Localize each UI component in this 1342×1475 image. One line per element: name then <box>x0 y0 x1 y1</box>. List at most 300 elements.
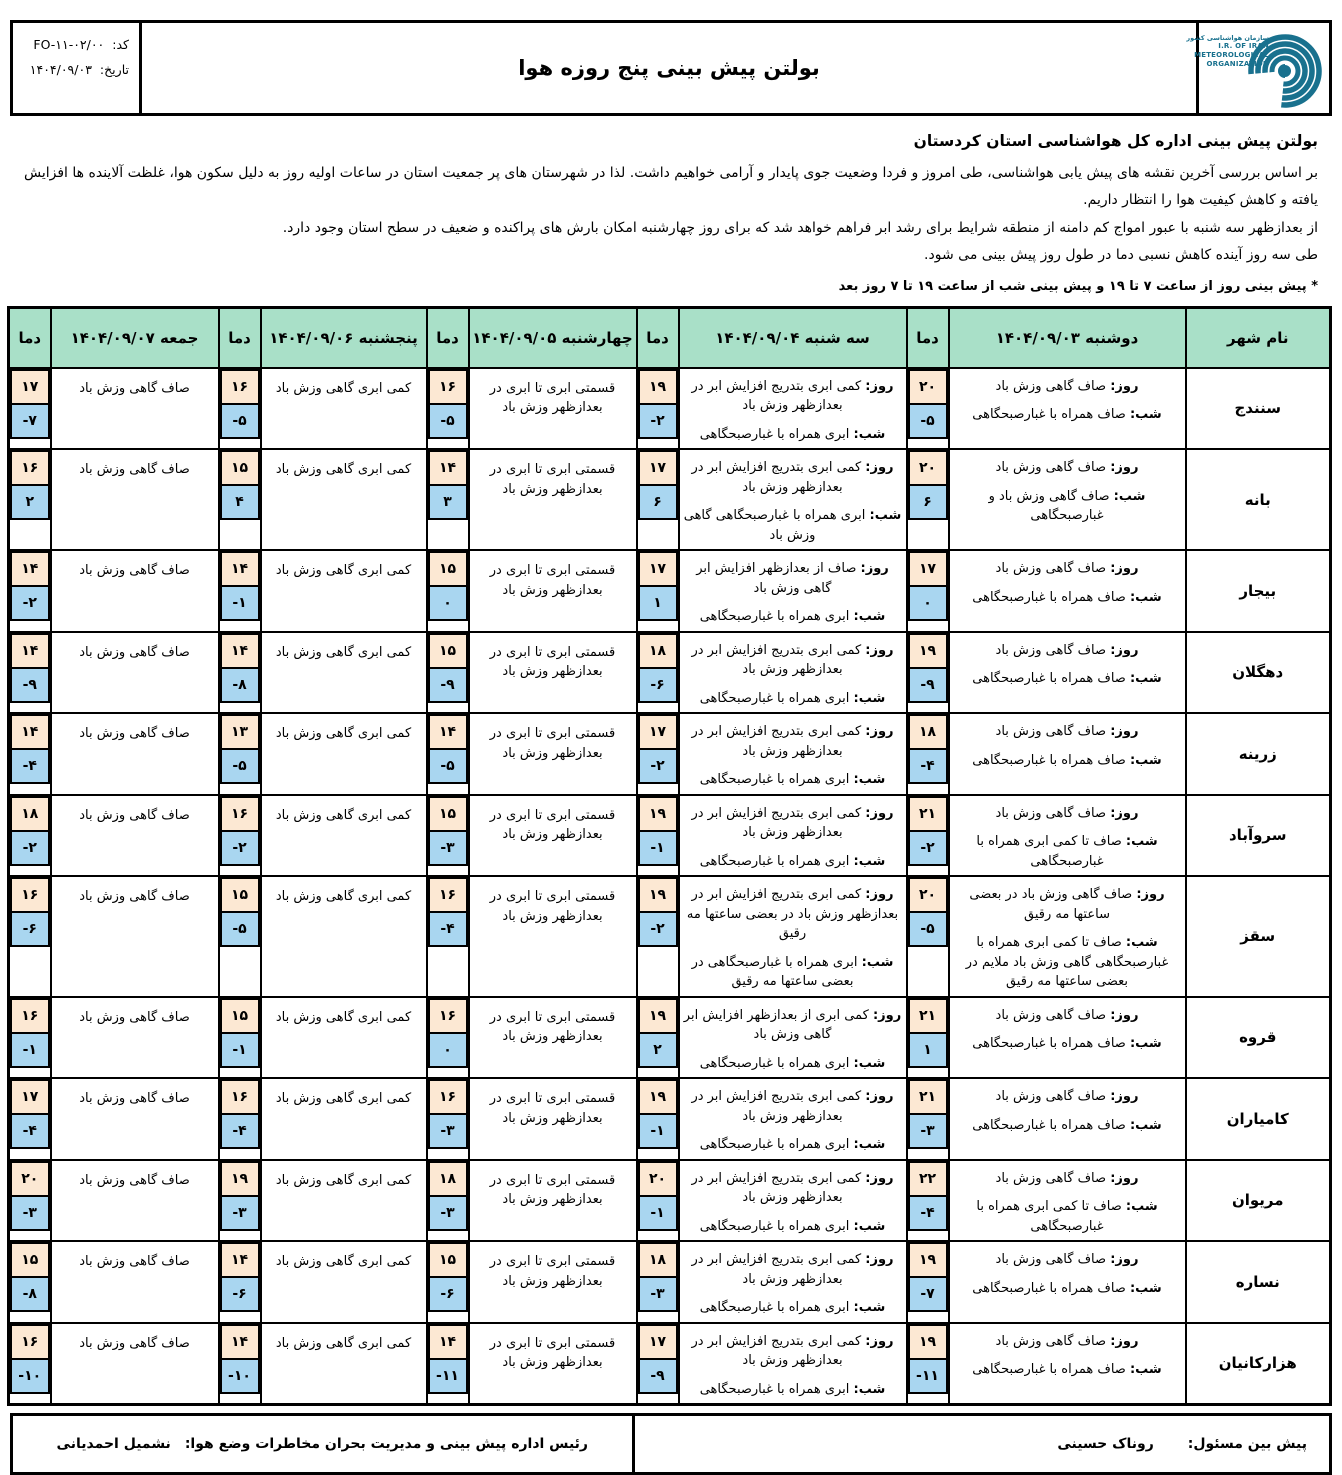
max-temp-value <box>10 1161 50 1197</box>
table-row <box>9 1160 1331 1242</box>
day-forecast-text: صاف گاهی وزش باد <box>995 1252 1107 1268</box>
forecast-cell-day-5 <box>51 550 219 632</box>
max-temp-value <box>220 1161 260 1197</box>
column-header-day-2 <box>679 308 907 368</box>
min-temp-value <box>638 1276 678 1312</box>
min-temp-value <box>220 667 260 703</box>
max-temp-number: ۱۷ <box>21 378 39 395</box>
temp-cell-day-2 <box>637 550 679 632</box>
temp-cell-day-1 <box>907 1160 949 1242</box>
max-temp-value <box>428 633 468 669</box>
forecast-text: قسمتی ابری تا ابری در بعدازظهر وزش باد <box>489 563 616 598</box>
night-forecast <box>684 953 902 992</box>
max-temp-value <box>638 1161 678 1197</box>
day-forecast-text: کمی ابری بتدریج افزایش ابر در بعدازظهر وزش باد <box>691 1170 862 1206</box>
forecast-cell-day-4 <box>261 876 427 997</box>
max-temp-value <box>908 998 948 1034</box>
day-forecast-text: صاف گاهی وزش باد <box>995 724 1107 740</box>
forecast-cell-day-1 <box>949 1078 1186 1160</box>
min-temp-value <box>10 1276 50 1312</box>
max-temp-number: ۱۴ <box>21 724 39 741</box>
temp-cell-day-3 <box>427 632 469 714</box>
night-forecast-text: ابری همراه با غبارصبحگاهی <box>699 1381 850 1397</box>
column-header-temp-5: دما <box>9 308 51 368</box>
day-label: روز: <box>1110 805 1139 821</box>
day-forecast-text: صاف گاهی وزش باد <box>995 1007 1107 1023</box>
day-forecast <box>684 377 902 416</box>
max-temp-value <box>908 877 948 913</box>
min-temp-number: -۱۰ <box>18 1367 42 1384</box>
forecast-cell-day-3 <box>469 1160 637 1242</box>
day-label: روز: <box>1110 642 1139 658</box>
city-cell: سنندج <box>1186 368 1331 450</box>
max-temp-number: ۲۰ <box>918 378 937 395</box>
max-temp-value <box>428 1242 468 1278</box>
forecast-text: کمی ابری گاهی وزش باد <box>275 807 412 823</box>
max-temp-number: ۲۰ <box>648 1170 667 1187</box>
max-temp-value <box>220 796 260 832</box>
temp-cell-day-4 <box>219 368 261 450</box>
day-label: روز: <box>1110 378 1139 394</box>
max-temp-value <box>908 369 948 405</box>
min-temp-number: -۲ <box>650 412 665 429</box>
max-temp-value <box>908 551 948 587</box>
temp-cell-day-2 <box>637 449 679 550</box>
code-value: FO-۱۱-۰۲/۰۰ <box>33 37 105 52</box>
date-line <box>23 60 129 79</box>
day-forecast-text: صاف گاهی وزش باد <box>995 561 1107 577</box>
table-row <box>9 1078 1331 1160</box>
min-temp-number: -۳ <box>232 1204 247 1221</box>
max-temp-number: ۲۰ <box>918 460 937 477</box>
max-temp-value <box>638 1324 678 1360</box>
min-temp-number: -۶ <box>232 1286 247 1303</box>
min-temp-number: -۴ <box>22 1123 37 1140</box>
min-temp-number: -۱ <box>650 1204 665 1221</box>
forecast-text: قسمتی ابری تا ابری در بعدازظهر وزش باد <box>489 462 616 497</box>
night-forecast-text: ابری همراه با غبارصبحگاهی <box>699 772 850 788</box>
weekday-name: چهارشنبه <box>561 328 633 347</box>
forecast-cell-day-4 <box>261 713 427 795</box>
night-forecast <box>684 770 902 790</box>
night-label: شب: <box>1129 752 1162 768</box>
day-forecast-text: کمی ابری بتدریج افزایش ابر در بعدازظهر وزش باد <box>691 1252 862 1287</box>
chief-label: رئیس اداره پیش بینی و مدیریت بحران مخاطرات وضع هوا: <box>184 1436 588 1453</box>
forecast-hours-footnote: * پیش بینی روز از ساعت ۷ تا ۱۹ و پیش بینی شب از ساعت ۱۹ تا ۷ روز بعد <box>838 279 1318 295</box>
night-forecast <box>954 1116 1181 1136</box>
forecast-cell-day-2 <box>679 876 907 997</box>
night-forecast-text: صاف همراه با غبارصبحگاهی <box>972 407 1126 423</box>
temp-cell-day-5 <box>9 449 51 550</box>
max-temp-value <box>428 1079 468 1115</box>
temp-cell-day-1 <box>907 368 949 450</box>
max-temp-number: ۱۶ <box>230 378 249 395</box>
min-temp-value <box>220 911 260 947</box>
max-temp-number: ۱۶ <box>438 1007 457 1024</box>
night-label: شب: <box>1125 834 1158 850</box>
temp-cell-day-2 <box>637 876 679 997</box>
signature-row <box>10 1413 1332 1475</box>
forecast-table <box>7 306 1332 1406</box>
min-temp-number: -۴ <box>920 1204 935 1221</box>
min-temp-number: -۱ <box>650 839 665 856</box>
city-cell: بانه <box>1186 449 1331 550</box>
min-temp-value <box>10 1113 50 1149</box>
max-temp-number: ۱۵ <box>230 1007 249 1024</box>
forecast-cell-day-3 <box>469 997 637 1079</box>
night-label: شب: <box>1129 1036 1162 1052</box>
forecast-text: قسمتی ابری تا ابری در بعدازظهر وزش باد <box>489 1335 616 1371</box>
day-forecast-text: کمی ابری بتدریج افزایش ابر در بعدازظهر وزش باد <box>691 378 862 414</box>
forecast-text: قسمتی ابری تا ابری در بعدازظهر وزش باد <box>489 1254 616 1289</box>
temp-cell-day-4 <box>219 550 261 632</box>
forecast-cell-day-4 <box>261 632 427 714</box>
min-temp-number: ۰ <box>923 595 932 612</box>
temp-cell-day-3 <box>427 1160 469 1242</box>
forecast-cell-day-3 <box>469 795 637 877</box>
forecast-text: کمی ابری گاهی وزش باد <box>275 726 412 742</box>
meteorological-organization-logo-icon <box>1241 29 1323 113</box>
night-label: شب: <box>853 1055 886 1071</box>
night-forecast-text: صاف همراه با غبارصبحگاهی <box>972 1036 1126 1052</box>
forecast-text: قسمتی ابری تا ابری در بعدازظهر وزش باد <box>489 889 616 924</box>
day-forecast <box>954 377 1181 397</box>
min-temp-value <box>908 911 948 947</box>
logo-org-name-en2: METEOROLOGICAL <box>1194 50 1269 59</box>
max-temp-number: ۱۷ <box>918 561 937 578</box>
day-forecast-text: صاف گاهی وزش باد <box>995 642 1107 658</box>
intro-section <box>24 132 1318 294</box>
day-forecast-text: صاف گاهی وزش باد <box>995 378 1107 394</box>
min-temp-value <box>638 667 678 703</box>
min-temp-value <box>428 1358 468 1394</box>
temp-cell-day-1 <box>907 795 949 877</box>
min-temp-value <box>220 1195 260 1231</box>
chief-cell <box>13 1416 632 1472</box>
city-cell: دهگلان <box>1186 632 1331 714</box>
forecast-cell-day-5 <box>51 795 219 877</box>
day-forecast <box>684 1087 902 1126</box>
min-temp-value <box>908 1032 948 1068</box>
min-temp-number: ۳ <box>443 494 452 511</box>
day-label: روز: <box>1110 561 1139 577</box>
max-temp-number: ۱۴ <box>230 1333 249 1350</box>
max-temp-value <box>638 877 678 913</box>
temp-cell-day-4 <box>219 1241 261 1323</box>
day-forecast <box>954 1006 1181 1026</box>
min-temp-value <box>428 1276 468 1312</box>
weekday-name: دوشنبه <box>1085 328 1139 347</box>
min-temp-value <box>220 1113 260 1149</box>
temp-cell-day-1 <box>907 632 949 714</box>
forecast-cell-day-4 <box>261 1160 427 1242</box>
forecast-cell-day-1 <box>949 368 1186 450</box>
night-forecast <box>954 669 1181 689</box>
logo-org-name-fa: سازمان هواشناسی کشور <box>1186 34 1269 42</box>
night-label: شب: <box>853 853 886 869</box>
temp-cell-day-2 <box>637 795 679 877</box>
max-temp-number: ۱۵ <box>438 805 457 822</box>
forecast-cell-day-1 <box>949 1160 1186 1242</box>
table-row <box>9 632 1331 714</box>
max-temp-number: ۱۸ <box>648 1252 667 1269</box>
min-temp-number: ۰ <box>443 1041 452 1058</box>
min-temp-value <box>428 1113 468 1149</box>
min-temp-number: ۱ <box>923 1041 932 1058</box>
day-forecast-text: صاف گاهی وزش باد <box>995 1333 1107 1349</box>
min-temp-value <box>908 1195 948 1231</box>
intro-paragraph-2: از بعدازظهر سه شنبه با عبور امواج کم دامنه از منطقه شرایط برای رشد ابر فراهم خواهد شد که برای روز چهارشنبه امکان بارش های پراکنده و ضعیف در سطح استان وجود دارد. <box>282 219 1318 236</box>
weekday-date: ۱۴۰۴/۰۹/۰۵ <box>472 328 557 347</box>
max-temp-number: ۲۲ <box>918 1170 937 1187</box>
max-temp-number: ۱۶ <box>21 887 39 904</box>
max-temp-number: ۱۵ <box>230 460 249 477</box>
weekday-name: سه شنبه <box>804 328 870 347</box>
city-cell: بیجار <box>1186 550 1331 632</box>
city-cell: نساره <box>1186 1241 1331 1323</box>
day-label: روز: <box>1110 1170 1139 1186</box>
temp-cell-day-5 <box>9 1241 51 1323</box>
max-temp-value <box>428 998 468 1034</box>
forecast-cell-day-2 <box>679 997 907 1079</box>
max-temp-value <box>908 450 948 486</box>
night-label: شب: <box>853 690 886 706</box>
min-temp-value <box>220 748 260 784</box>
forecast-text: کمی ابری گاهی وزش باد <box>275 380 412 396</box>
forecast-cell-day-5 <box>51 449 219 550</box>
day-forecast <box>684 559 902 598</box>
night-forecast-text: ابری همراه با غبارصبحگاهی <box>699 853 850 869</box>
forecast-cell-day-4 <box>261 550 427 632</box>
night-label: شب: <box>1113 488 1146 504</box>
max-temp-number: ۱۴ <box>230 642 249 659</box>
day-forecast-text: صاف از بعدازظهر افزایش ابر گاهی وزش باد <box>696 561 857 596</box>
min-temp-value <box>428 748 468 784</box>
min-temp-value <box>220 830 260 866</box>
temp-cell-day-4 <box>219 713 261 795</box>
forecast-text: قسمتی ابری تا ابری در بعدازظهر وزش باد <box>489 807 616 843</box>
min-temp-number: ۰ <box>443 595 452 612</box>
night-forecast <box>954 588 1181 608</box>
min-temp-value <box>428 585 468 621</box>
day-label: روز: <box>1110 460 1139 476</box>
column-header-city: نام شهر <box>1186 308 1331 368</box>
forecast-cell-day-3 <box>469 449 637 550</box>
column-header-day-1 <box>949 308 1186 368</box>
forecast-cell-day-3 <box>469 550 637 632</box>
night-forecast <box>684 1298 902 1318</box>
temp-cell-day-4 <box>219 1078 261 1160</box>
city-cell: کامیاران <box>1186 1078 1331 1160</box>
min-temp-value <box>10 911 50 947</box>
min-temp-number: -۳ <box>920 1123 935 1140</box>
city-cell: قروه <box>1186 997 1331 1079</box>
forecast-cell-day-2 <box>679 1241 907 1323</box>
night-forecast <box>684 1380 902 1400</box>
day-label: روز: <box>865 1170 894 1186</box>
min-temp-number: -۱ <box>232 1041 247 1058</box>
forecast-text: صاف گاهی وزش باد <box>79 1172 190 1188</box>
max-temp-number: ۲۰ <box>918 887 937 904</box>
intro-paragraph-1: بر اساس بررسی آخرین نقشه های پیش یابی هواشناسی، طی امروز و فردا وضعیت جوی پایدار و آرامی خواهیم داشت. لذا در شهرستان های پر جمعیت استان در ساعات اولیه روز به دلیل سکون هوا، غلظت آلاینده ها افزایش یافته و کاهش کیفیت هوا را انتظار داریم. <box>24 165 1318 209</box>
table-row <box>9 876 1331 997</box>
day-label: روز: <box>865 1252 894 1268</box>
max-temp-value <box>908 1079 948 1115</box>
day-forecast <box>684 1250 902 1289</box>
temp-cell-day-3 <box>427 550 469 632</box>
max-temp-number: ۱۴ <box>21 561 39 578</box>
max-temp-value <box>908 1324 948 1360</box>
night-forecast <box>954 1360 1181 1380</box>
temp-cell-day-3 <box>427 997 469 1079</box>
forecast-text: قسمتی ابری تا ابری در بعدازظهر وزش باد <box>489 1172 616 1208</box>
night-forecast-text: ابری همراه با غبارصبحگاهی <box>699 609 850 625</box>
max-temp-value <box>428 1324 468 1360</box>
day-forecast <box>684 1332 902 1371</box>
night-label: شب: <box>1129 1117 1162 1133</box>
forecast-cell-day-1 <box>949 632 1186 714</box>
day-label: روز: <box>865 887 894 903</box>
temp-cell-day-1 <box>907 449 949 550</box>
max-temp-number: ۲۱ <box>918 1089 937 1106</box>
day-label: روز: <box>1110 1252 1139 1268</box>
day-forecast <box>954 458 1181 478</box>
forecast-cell-day-3 <box>469 1241 637 1323</box>
min-temp-number: -۸ <box>232 676 247 693</box>
max-temp-value <box>638 450 678 486</box>
logo-box <box>1186 20 1332 116</box>
city-cell: زرینه <box>1186 713 1331 795</box>
temp-cell-day-4 <box>219 449 261 550</box>
max-temp-number: ۲۰ <box>21 1170 39 1187</box>
max-temp-number: ۱۴ <box>21 642 39 659</box>
min-temp-number: -۱۰ <box>228 1367 251 1384</box>
date-value: ۱۴۰۴/۰۹/۰۳ <box>29 62 92 78</box>
night-label: شب: <box>869 508 902 524</box>
max-temp-number: ۱۶ <box>438 887 457 904</box>
min-temp-number: -۳ <box>440 1123 455 1140</box>
max-temp-number: ۱۷ <box>648 561 667 578</box>
temp-cell-day-3 <box>427 713 469 795</box>
table-row <box>9 1241 1331 1323</box>
forecast-cell-day-2 <box>679 1323 907 1405</box>
min-temp-value <box>10 403 50 439</box>
temp-cell-day-3 <box>427 1078 469 1160</box>
forecast-cell-day-5 <box>51 997 219 1079</box>
weekday-date: ۱۴۰۴/۰۹/۰۷ <box>70 328 155 347</box>
min-temp-value <box>428 1195 468 1231</box>
min-temp-value <box>428 911 468 947</box>
day-forecast <box>684 804 902 843</box>
intro-paragraph-3: طی سه روز آینده کاهش نسبی دما در طول روز پیش بینی می شود. <box>924 246 1318 263</box>
code-label: کد: <box>112 37 129 52</box>
night-label: شب: <box>853 1218 886 1234</box>
forecast-cell-day-4 <box>261 368 427 450</box>
max-temp-value <box>638 1079 678 1115</box>
max-temp-number: ۱۴ <box>438 460 457 477</box>
forecast-cell-day-4 <box>261 1078 427 1160</box>
column-header-temp-2: دما <box>637 308 679 368</box>
day-forecast <box>684 1006 902 1045</box>
max-temp-number: ۱۶ <box>438 1089 457 1106</box>
night-forecast-text: صاف همراه با غبارصبحگاهی <box>972 1117 1126 1133</box>
min-temp-value <box>10 667 50 703</box>
max-temp-value <box>428 1161 468 1197</box>
forecast-cell-day-2 <box>679 795 907 877</box>
min-temp-number: -۲ <box>232 839 247 856</box>
day-forecast <box>954 641 1181 661</box>
code-box <box>10 20 142 116</box>
max-temp-value <box>428 877 468 913</box>
forecast-cell-day-2 <box>679 1078 907 1160</box>
forecast-text: کمی ابری گاهی وزش باد <box>275 644 412 660</box>
day-label: روز: <box>865 378 894 394</box>
day-forecast <box>684 885 902 944</box>
forecast-text: کمی ابری گاهی وزش باد <box>275 563 412 579</box>
min-temp-number: -۶ <box>650 676 665 693</box>
day-forecast-text: کمی ابری بتدریج افزایش ابر در بعدازظهر وزش باد در بعضی ساعتها مه رقیق <box>686 887 899 942</box>
weekday-date: ۱۴۰۴/۰۹/۰۶ <box>269 328 354 347</box>
day-label: روز: <box>1110 1089 1139 1105</box>
day-forecast-text: صاف گاهی وزش باد <box>995 1170 1107 1186</box>
min-temp-number: -۷ <box>22 412 37 429</box>
temp-cell-day-2 <box>637 1160 679 1242</box>
max-temp-number: ۱۶ <box>21 1007 39 1024</box>
max-temp-value <box>638 1242 678 1278</box>
forecast-cell-day-3 <box>469 876 637 997</box>
night-forecast <box>684 1054 902 1074</box>
min-temp-value <box>428 1032 468 1068</box>
min-temp-number: -۳ <box>440 1204 455 1221</box>
weekday-date: ۱۴۰۴/۰۹/۰۳ <box>995 328 1080 347</box>
max-temp-number: ۱۳ <box>230 724 249 741</box>
column-header-day-4 <box>261 308 427 368</box>
forecast-text: کمی ابری گاهی وزش باد <box>275 462 412 478</box>
forecaster-name: روناک حسینی <box>1057 1436 1154 1453</box>
forecast-cell-day-1 <box>949 876 1186 997</box>
forecast-cell-day-2 <box>679 1160 907 1242</box>
forecast-cell-day-5 <box>51 1078 219 1160</box>
column-header-day-5 <box>51 308 219 368</box>
min-temp-value <box>638 1358 678 1394</box>
forecast-text: کمی ابری گاهی وزش باد <box>275 1009 412 1025</box>
min-temp-number: ۶ <box>653 494 662 511</box>
min-temp-number: -۱ <box>232 595 247 612</box>
min-temp-value <box>220 484 260 520</box>
forecast-text: کمی ابری گاهی وزش باد <box>275 1172 412 1188</box>
max-temp-number: ۱۶ <box>438 378 457 395</box>
min-temp-value <box>428 403 468 439</box>
forecast-cell-day-2 <box>679 632 907 714</box>
min-temp-value <box>638 1113 678 1149</box>
night-label: شب: <box>1129 671 1162 687</box>
max-temp-value <box>220 877 260 913</box>
weekday-name: پنجشنبه <box>358 328 418 347</box>
max-temp-value <box>220 369 260 405</box>
max-temp-value <box>10 1079 50 1115</box>
max-temp-number: ۱۷ <box>648 1333 667 1350</box>
temp-cell-day-1 <box>907 1241 949 1323</box>
min-temp-number: -۵ <box>440 412 455 429</box>
max-temp-value <box>638 551 678 587</box>
temp-cell-day-2 <box>637 997 679 1079</box>
temp-cell-day-5 <box>9 632 51 714</box>
max-temp-number: ۱۹ <box>918 1252 937 1269</box>
night-label: شب: <box>1129 589 1162 605</box>
title-box <box>139 20 1199 116</box>
forecast-text: صاف گاهی وزش باد <box>79 1254 190 1270</box>
min-temp-value <box>428 667 468 703</box>
